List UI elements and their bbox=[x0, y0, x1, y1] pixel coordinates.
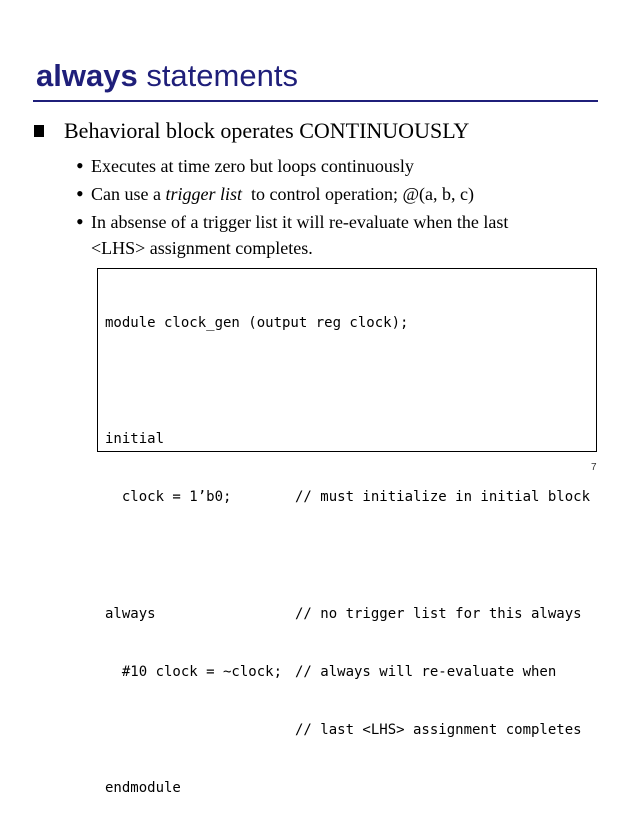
sub-bullet-text-part: Can use a bbox=[91, 184, 166, 204]
dot-bullet-icon: • bbox=[76, 209, 84, 234]
square-bullet-icon bbox=[34, 125, 44, 137]
trigger-list-emphasis: trigger list bbox=[165, 184, 242, 204]
dot-bullet-icon: • bbox=[76, 153, 84, 178]
sub-bullet-text bbox=[91, 181, 474, 207]
dot-bullet-icon: • bbox=[76, 181, 84, 206]
sub-bullet-text: In absense of a trigger list it will re-evaluate when the last bbox=[91, 212, 509, 232]
sub-bullet-text: <LHS> assignment completes. bbox=[91, 238, 313, 258]
code-text: initial bbox=[105, 431, 165, 448]
code-comment: // no trigger list for this always bbox=[295, 605, 582, 622]
code-text: #10 clock = ~clock; bbox=[105, 664, 283, 681]
title-rest: statements bbox=[137, 58, 298, 93]
code-text: module clock_gen (output reg clock); bbox=[105, 314, 409, 331]
page-number: 7 bbox=[591, 462, 597, 473]
code-comment: // always will re-evaluate when bbox=[295, 664, 557, 681]
code-line bbox=[105, 663, 590, 682]
title-divider bbox=[33, 100, 598, 102]
code-box bbox=[97, 268, 597, 797]
code-line bbox=[105, 430, 590, 449]
code-comment: // last <LHS> assignment completes bbox=[295, 722, 582, 739]
slide-title bbox=[36, 56, 298, 96]
title-keyword: always bbox=[36, 58, 138, 93]
code-line bbox=[105, 721, 590, 740]
code-comment: // must initialize in initial block bbox=[295, 489, 591, 506]
code-text: clock = 1’b0; bbox=[105, 489, 232, 506]
code-line bbox=[105, 605, 590, 624]
sub-bullet-text-part: to control operation; @(a, b, c) bbox=[242, 184, 475, 204]
main-bullet-text: Behavioral block operates CONTINUOUSLY bbox=[64, 118, 470, 143]
code-text: endmodule bbox=[105, 780, 181, 797]
sub-bullet-text: Executes at time zero but loops continuously bbox=[91, 156, 414, 176]
code-line bbox=[105, 547, 590, 566]
code-line bbox=[105, 488, 590, 507]
code-line bbox=[105, 779, 590, 798]
code-text: always bbox=[105, 605, 156, 622]
code-block bbox=[105, 275, 590, 838]
code-line bbox=[105, 314, 590, 333]
code-line bbox=[105, 372, 590, 391]
